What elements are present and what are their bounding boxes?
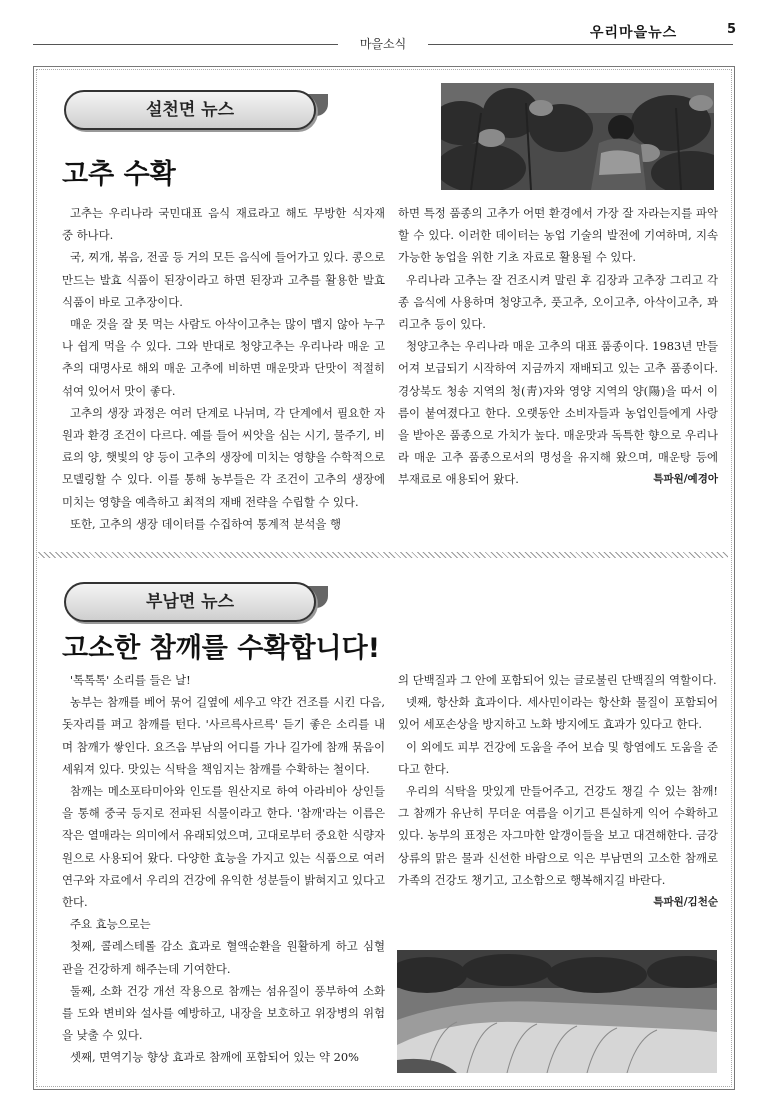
- paragraph-text: 우리의 식탁을 맛있게 만들어주고, 건강도 챙길 수 있는 참깨! 그 참깨가 유난히 무더운 여름을 이기고 튼실하게 익어 수확하고 있다. 농부의 표정은 자그마한 알갱이들을 보고 대견해한다. 금강 상류의 맑은 물과 신선한 바람으로 익은 부남면의 고소한 참깨로 가족의 건강도 챙기고, 고소함으로 행복해지길 바란다.: [398, 784, 718, 887]
- paragraph: 하면 특정 품종의 고추가 어떤 환경에서 가장 잘 자라는지를 파악할 수 있다. 이러한 데이터는 농업 기술의 발전에 기여하며, 지속 가능한 농업을 위한 기초 자료로 활용될 수 있다.: [398, 206, 718, 265]
- header-rule-left: [33, 44, 338, 45]
- paragraph: [398, 335, 718, 490]
- paragraph: 의 단백질과 그 안에 포함되어 있는 글로불린 단백질의 역할이다.: [398, 673, 717, 687]
- paragraph: 고추의 생장 과정은 여러 단계로 나뉘며, 각 단계에서 필요한 자원과 환경 조건이 다르다. 예를 들어 씨앗을 심는 시기, 물주기, 비료의 양, 햇빛의 양 등이 고추의 생장에 미치는 영향을 수학적으로 모델링할 수 있다. 이를 통해 농부들은 각 조건이 고추의 생장에 미치는 영향을 예측하고 최적의 재배 전략을 수립할 수 있다.: [62, 405, 385, 509]
- article-headline: 고추 수확: [62, 159, 176, 190]
- article2-right-column: [398, 669, 718, 913]
- sesame-field-photo: [397, 950, 717, 1073]
- reporter-byline: 특파원/예경아: [653, 473, 718, 486]
- newspaper-brand: 우리마을뉴스: [590, 25, 678, 41]
- article1-left-column: [62, 202, 385, 535]
- paragraph: '톡톡톡' 소리를 들은 날!: [70, 673, 191, 687]
- header-rule-right: [428, 44, 733, 45]
- reporter-byline: 특파원/김천순: [653, 896, 718, 909]
- paragraph: 국, 찌개, 볶음, 전골 등 거의 모든 음식에 들어가고 있다. 콩으로 만드는 발효 식품이 된장이라고 하면 된장과 고추를 활용한 발효 식품이 바로 고추장이다.: [62, 250, 385, 309]
- paragraph: 우리나라 고추는 잘 건조시켜 말린 후 김장과 고추장 그리고 각종 음식에 사용하며 청양고추, 풋고추, 오이고추, 아삭이고추, 꽈리고추 등이 있다.: [398, 272, 718, 332]
- paragraph: [398, 780, 718, 909]
- paragraph: 참깨는 메소포타미아와 인도를 원산지로 하여 아라비아 상인들을 통해 중국 등지로 전파된 식물이라고 한다. '참깨'라는 이름은 작은 열매라는 의미에서 유래되었으며, 고대로부터 중요한 식량자원으로 사용되어 왔다. 다양한 효능을 가지고 있는 식품으로 여러 연구와 자료에서 우리의 건강에 유익한 성분들이 밝혀지고 있다고 한다.: [62, 784, 385, 910]
- section-banner: 부남면 뉴스: [64, 582, 316, 622]
- section-divider: [38, 552, 728, 558]
- paragraph: 농부는 참깨를 베어 묶어 길옆에 세우고 약간 건조를 시킨 다음, 돗자리를 펴고 참깨를 턴다. '사르륵사르륵' 듣기 좋은 소리를 내며 참깨가 쌓인다. 요즈음 부남의 어디를 가나 길가에 참깨 묶음이 세워져 있다. 맛있는 식탁을 책임지는 참깨를 수확하는 철이다.: [62, 695, 385, 776]
- paragraph-text: 청양고추는 우리나라 매운 고추의 대표 품종이다. 1983년 만들어져 보급되기 시작하여 지금까지 재배되고 있는 고추 품종이다. 경상북도 청송 지역의 청(靑)자와 영양 지역의 양(陽)을 따서 이름이 붙여졌다고 한다. 오랫동안 소비자들과 농업인들에게 사랑을 받아온 품종으로 가치가 높다. 매운맛과 독특한 향으로 우리나라 매운 고추 품종으로서의 명성을 유지해 왔으며, 매운탕 등에 부재료로 애용되어 왔다.: [398, 339, 718, 487]
- paragraph: 매운 것을 잘 못 먹는 사람도 아삭이고추는 많이 맵지 않아 누구나 쉽게 먹을 수 있다. 그와 반대로 청양고추는 우리나라 매운 고추의 대명사로 해외 매운 고추에 비하면 매운맛과 단맛이 적절히 섞여 있어서 맛이 좋다.: [62, 317, 385, 398]
- paragraph: 첫째, 콜레스테롤 감소 효과로 혈액순환을 원활하게 하고 심혈관을 건강하게 해주는데 기여한다.: [62, 939, 385, 976]
- page-number: 5: [727, 22, 737, 37]
- article2-left-column: [62, 669, 385, 1069]
- pepper-harvest-photo: [441, 83, 714, 190]
- section-label: 마을소식: [359, 37, 407, 51]
- section-banner: 설천면 뉴스: [64, 90, 316, 130]
- paragraph: 주요 효능으로는: [70, 917, 151, 932]
- paragraph: 또한, 고추의 생장 데이터를 수집하여 통계적 분석을 행: [70, 516, 342, 531]
- paragraph: 셋째, 면역기능 향상 효과로 참깨에 포함되어 있는 약 20%: [70, 1050, 359, 1065]
- paragraph: 넷째, 항산화 효과이다. 세사민이라는 항산화 물질이 포함되어 있어 세포손상을 방지하고 노화 방지에도 효과가 있다고 한다.: [398, 695, 718, 732]
- article1-right-column: [398, 202, 718, 491]
- article-headline: 고소한 참깨를 수확합니다!: [62, 633, 381, 664]
- paragraph: 고추는 우리나라 국민대표 음식 재료라고 해도 무방한 식자재 중 하나다.: [62, 206, 385, 243]
- paragraph: 둘째, 소화 건강 개선 작용으로 참깨는 섬유질이 풍부하여 소화를 도와 변비와 설사를 예방하고, 내장을 보호하고 위장병의 위험을 낮출 수 있다.: [62, 983, 385, 1043]
- paragraph: 이 외에도 피부 건강에 도움을 주어 보습 및 항염에도 도움을 준다고 한다.: [398, 739, 718, 776]
